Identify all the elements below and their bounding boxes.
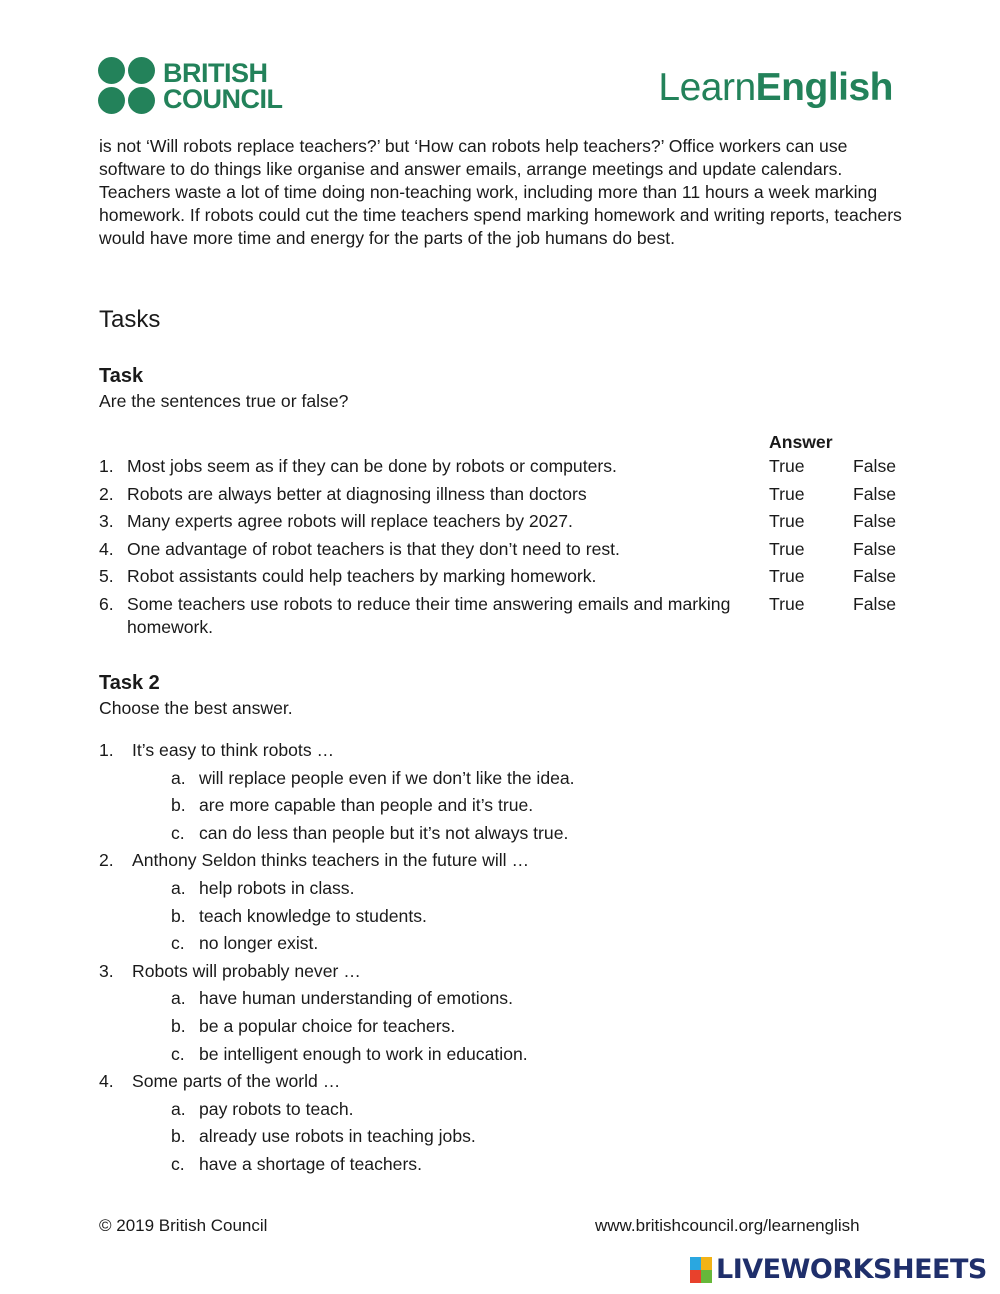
option-letter: c. [171, 1043, 185, 1064]
learnenglish-logo [658, 66, 893, 110]
option-text: can do less than people but it’s not always true. [199, 822, 569, 843]
option-text: pay robots to teach. [199, 1098, 354, 1119]
question-text: Anthony Seldon thinks teachers in the future will … [132, 850, 530, 871]
task2-title: Task 2 [99, 672, 160, 694]
tf-false-option[interactable]: False [853, 594, 897, 614]
le-learn: Learn [658, 66, 756, 109]
option-letter: a. [171, 988, 186, 1009]
footer-url[interactable]: www.britishcouncil.org/learnenglish [595, 1216, 860, 1235]
option-letter: c. [171, 1154, 185, 1174]
british-council-dots-icon [98, 57, 155, 114]
liveworksheets-wordmark: LIVEWORKSHEETS [716, 1254, 987, 1285]
option-letter: b. [171, 795, 186, 816]
option-text: no longer exist. [199, 933, 319, 954]
tf-item-text: One advantage of robot teachers is that they don’t need to rest. [127, 539, 620, 559]
option-text: are more capable than people and it’s true. [199, 795, 534, 816]
task1-title: Task [99, 365, 144, 387]
tf-true-option[interactable]: True [769, 484, 805, 504]
tf-item-text: Robots are always better at diagnosing illness than doctors [127, 484, 587, 504]
option-text: already use robots in teaching jobs. [199, 1126, 476, 1147]
tf-false-option[interactable]: False [853, 484, 897, 504]
tf-item-number: 4. [99, 539, 114, 559]
question-number: 4. [99, 1071, 114, 1092]
british-council-logo [98, 57, 283, 114]
tf-item-text: Many experts agree robots will replace teachers by 2027. [127, 511, 573, 531]
footer-copyright: © 2019 British Council [99, 1216, 268, 1235]
bc-line1: BRITISH [163, 57, 268, 88]
option-letter: a. [171, 767, 186, 788]
option-letter: a. [171, 878, 186, 898]
tf-item-text: Most jobs seem as if they can be done by robots or computers. [127, 456, 617, 476]
option-text: be intelligent enough to work in education. [199, 1043, 528, 1064]
british-council-wordmark [163, 57, 283, 114]
option-letter: b. [171, 905, 186, 926]
option-text: teach knowledge to students. [199, 905, 427, 926]
tf-true-option[interactable]: True [769, 539, 805, 559]
liveworksheets-badge-icon [690, 1257, 712, 1283]
tf-item-number: 1. [99, 456, 114, 476]
tasks-heading: Tasks [99, 306, 161, 333]
tf-item-number: 5. [99, 566, 114, 586]
le-english: English [755, 66, 893, 109]
tf-true-option[interactable]: True [769, 456, 805, 476]
option-text: will replace people even if we don’t like the idea. [199, 767, 575, 788]
tf-false-option[interactable]: False [853, 456, 897, 476]
tf-false-option[interactable]: False [853, 539, 897, 559]
option-letter: b. [171, 1016, 186, 1036]
option-text: have a shortage of teachers. [199, 1154, 422, 1174]
liveworksheets-logo [690, 1254, 987, 1285]
task1-instruction: Are the sentences true or false? [99, 391, 349, 411]
option-text: help robots in class. [199, 878, 355, 898]
tf-item-number: 3. [99, 511, 114, 531]
tf-true-option[interactable]: True [769, 594, 805, 614]
option-text: have human understanding of emotions. [199, 988, 513, 1009]
tf-false-option[interactable]: False [853, 566, 897, 586]
question-number: 2. [99, 850, 114, 871]
question-number: 1. [99, 740, 114, 760]
tf-item-text: Some teachers use robots to reduce their time answering emails and marking homework. [127, 594, 731, 637]
tf-item-number: 2. [99, 484, 114, 504]
question-text: Robots will probably never … [132, 960, 361, 981]
tf-true-option[interactable]: True [769, 566, 805, 586]
question-text: Some parts of the world … [132, 1071, 341, 1092]
option-text: be a popular choice for teachers. [199, 1016, 456, 1036]
question-number: 3. [99, 960, 114, 981]
option-letter: c. [171, 822, 185, 843]
bc-line2: COUNCIL [163, 83, 283, 114]
option-letter: c. [171, 933, 185, 954]
answer-header: Answer [769, 432, 833, 452]
question-text: It’s easy to think robots … [132, 740, 335, 760]
tf-item-text: Robot assistants could help teachers by marking homework. [127, 566, 597, 586]
task2-instruction: Choose the best answer. [99, 698, 293, 718]
option-letter: a. [171, 1098, 186, 1119]
tf-true-option[interactable]: True [769, 511, 805, 531]
tf-false-option[interactable]: False [853, 511, 897, 531]
reading-paragraph: is not ‘Will robots replace teachers?’ but ‘How can robots help teachers?’ Office workers can use software to do things like organise and answer emails, arrange meetings and update calendars. Teachers waste a lot of time doing non-teaching work, including more than 11 hours a week marking homework. If robots could cut the time teachers spend marking homework and writing reports, teachers would have more time and energy for the parts of the job humans do best. [99, 136, 902, 248]
tf-item-number: 6. [99, 594, 114, 614]
option-letter: b. [171, 1126, 186, 1147]
